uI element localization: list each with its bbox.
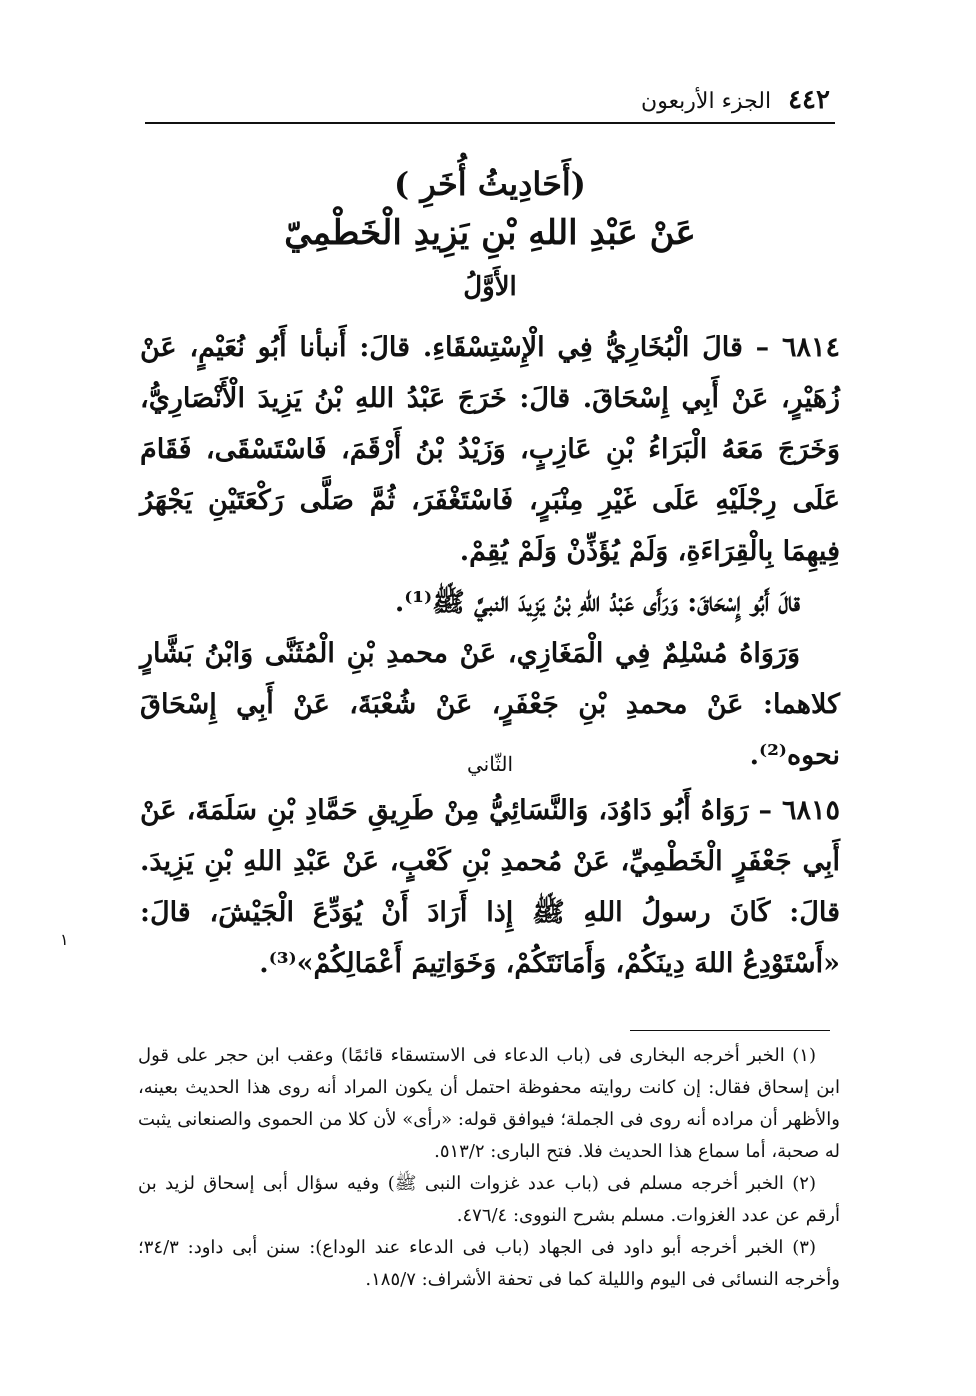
footnote-rule — [630, 1030, 830, 1031]
margin-mark: ١ — [60, 930, 69, 949]
page-header — [150, 80, 830, 120]
footnote-1: (١) الخبر أخرجه البخارى فى (باب الدعاء فى الاستسقاء قائمًا) وعقب ابن حجر على قول ابن إسحاق فقال: إن كانت روايته محفوظة احتمل أن يكون المراد أنه روى هذا الحديث بعينه، والأظهر أن مراده أنه روى فى الجملة؛ فيوافق قوله: «رأى» لأن كلا من الحموى والصنعانى يثبت له صحبة، أما سماع هذا الحديث فلا. فتح البارى: ٥١٣/٢. — [137, 1045, 840, 1162]
page-number: ٤٤٢ — [788, 85, 830, 115]
header-rule — [145, 122, 835, 124]
hadith-6814-note: قالَ أَبُو إِسْحَاقَ: وَرَأَى عَبْدُ اللهِ بْنُ يَزِيدَ النبيَّ ﷺ⁽¹⁾. — [394, 587, 800, 618]
running-title: الجزء الأربعون — [641, 89, 772, 114]
footnote-3: (٣) الخبر أخرجه أبو داود فى الجهاد (باب فى الدعاء عند الوداع): سنن أبى داود: ٣٤/٣؛ وأخرجه النسائى فى اليوم والليلة كما فى تحفة الأشراف: ١٨٥/٧. — [138, 1237, 840, 1290]
hadith-6815 — [140, 785, 840, 989]
first-hadith-label: الأَوَّلُ — [463, 272, 517, 302]
footnote-2: (٢) الخبر أخرجه مسلم فى (باب عدد غزوات النبى ﷺ) وفيه سؤال أبى إسحاق لزيد بن أرقم عن عدد الغزوات. مسلم بشرح النووى: ٤٧٦/٤. — [138, 1173, 840, 1226]
hadith-6815-text: ٦٨١٥ – رَوَاهُ أَبُو دَاوُدَ، وَالنَّسَائِيُّ مِنْ طَرِيقِ حَمَّادِ بْنِ سَلَمَةَ، عَنْ أَبِي جَعْفَرٍ الْخَطْمِيِّ، عَنْ مُحمدِ بْنِ كَعْبٍ، عَنْ عَبْدِ اللهِ بْنِ يَزِيدَ. قالَ: كَانَ رسولُ اللهِ ﷺ إِذا أَرَادَ أَنْ يُوَدِّعَ الْجَيْشَ، قالَ: «أَسْتَوْدِعُ اللهَ دِينَكُمْ، وَأَمَانَتَكُمْ، وَخَوَاتِيمَ أَعْمَالِكُمْ»⁽³⁾. — [140, 795, 840, 979]
section-subtitle: عَنْ عَبْدِ اللهِ بْنِ يَزِيدِ الْخَطْمِيّ — [284, 213, 696, 253]
hadith-6814-muslim: وَرَوَاهُ مُسْلِمٌ فِي الْمَغَازِي، عَنْ محمدِ بْنِ الْمُثَنَّى وَابْنُ بَشَّارٍ كلاهما: عَنْ محمدِ بْنِ جَعْفَرٍ، عَنْ شُعْبَةَ، عَنْ أَبِي إِسْحَاقَ نحوه⁽²⁾. — [140, 638, 840, 771]
hadith-6814-text: ٦٨١٤ – قالَ الْبُخَارِيُّ فِي الْإِسْتِسْقَاءِ. قالَ: أَنبأنا أَبُو نُعَيْمٍ، عَنْ زُهَيْرٍ، عَنْ أَبِي إِسْحَاقَ. قالَ: خَرَجَ عَبْدُ اللهِ بْنُ يَزِيدَ الْأَنْصَارِيُّ، وَخَرَجَ مَعَهُ الْبَرَاءُ بْنِ عَازِبٍ، وَزَيْدُ بْنُ أَرْقَمَ، فَاسْتَسْقَى، فَقَامَ عَلَى رِجْلَيْهِ عَلَى غَيْرِ مِنْبَرٍ، فَاسْتَغْفَرَ، ثُمَّ صَلَّى رَكْعَتَيْنِ يَجْهَرُ فِيهِمَا بِالْقِرَاءَةِ، وَلَمْ يُؤَذِّنْ وَلَمْ يُقِمْ. — [140, 332, 840, 567]
second-hadith-label: الثّاني — [466, 752, 513, 776]
footnotes — [138, 1040, 840, 1296]
section-title: (أَحَادِيثُ أُخَرِ ) — [394, 165, 586, 203]
hadith-6814 — [140, 322, 840, 781]
